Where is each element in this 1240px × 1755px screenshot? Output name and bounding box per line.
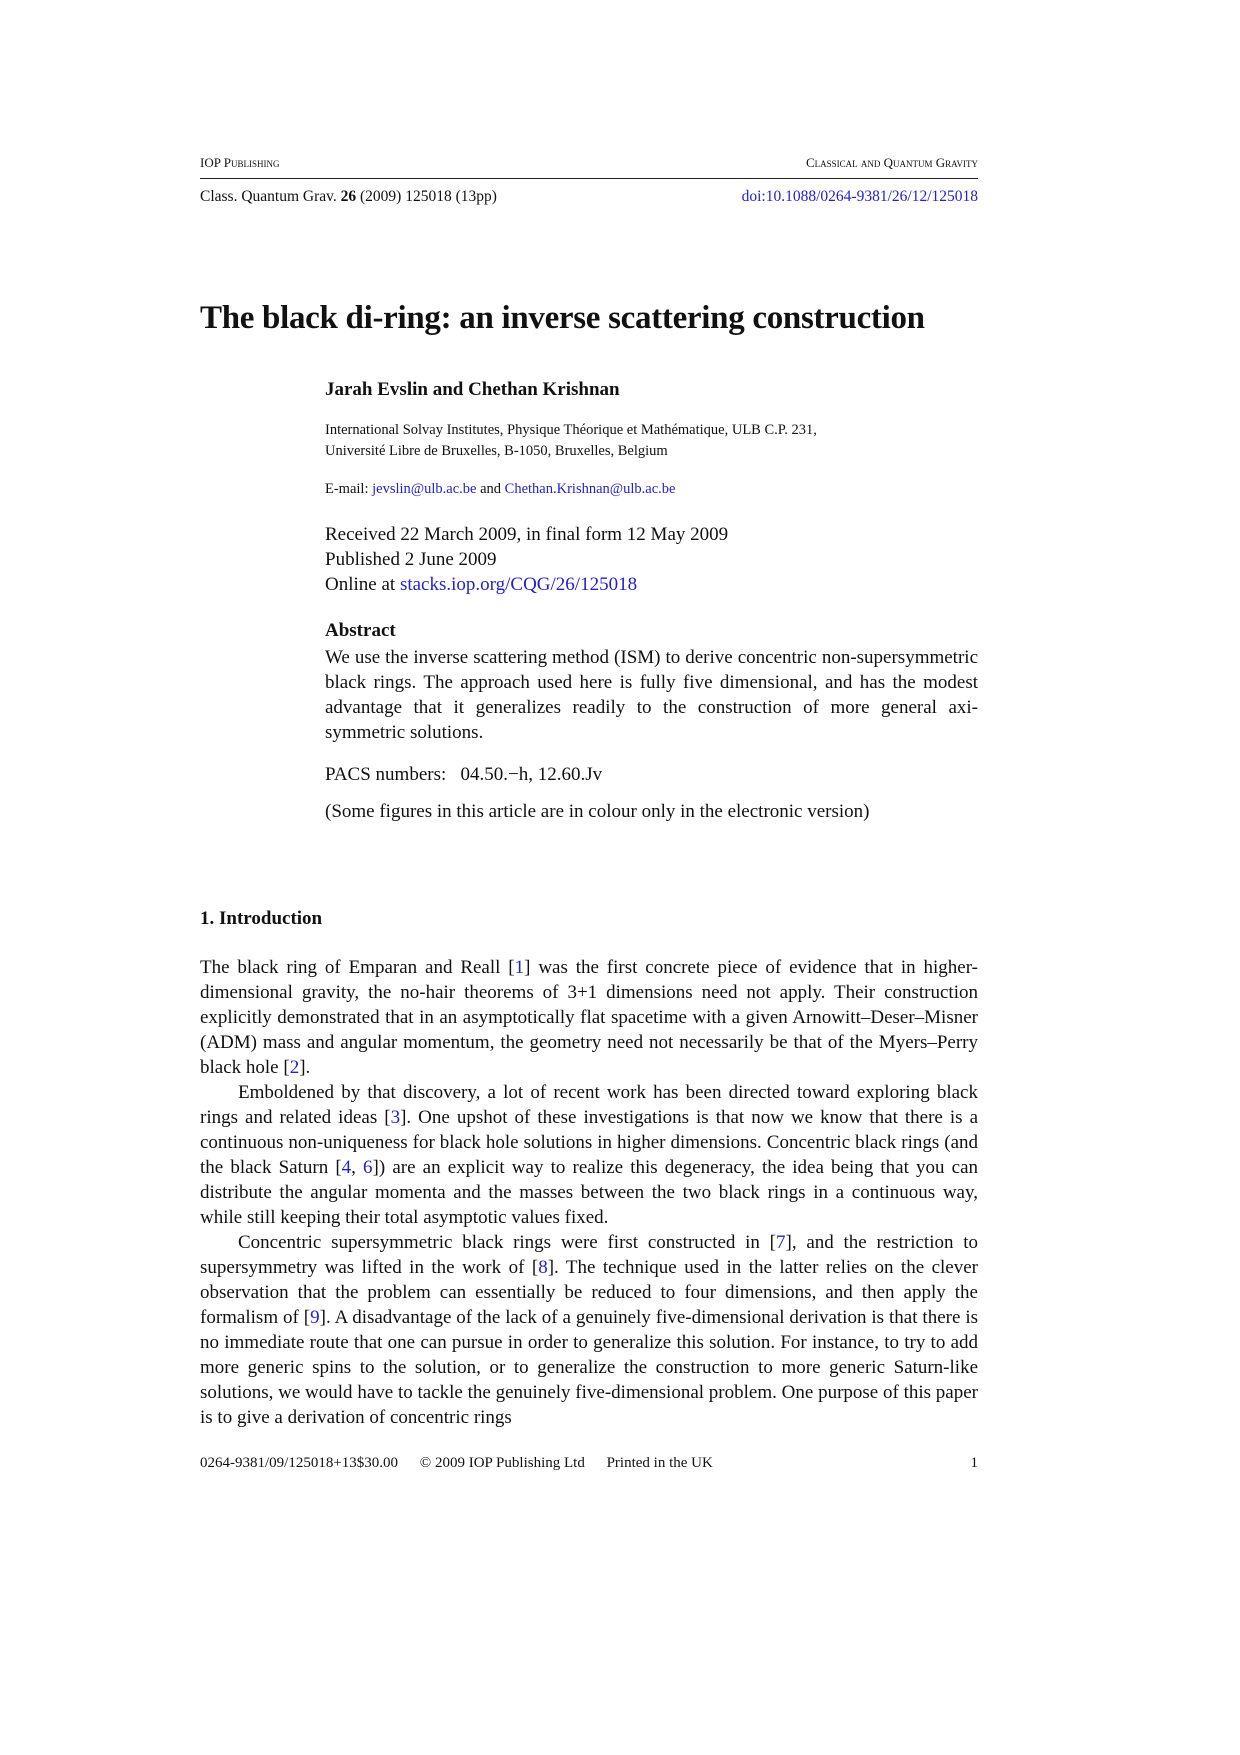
paragraph-1: The black ring of Emparan and Reall [1] was the first concrete piece of evidence that in higher-dimensional gravity, the no-hair theorems of 3+1 dimensions need not apply. Their construction explicitly demonstrated that in an asymptotically flat spacetime with a given Arnowitt–Deser–Misner (ADM) mass and angular momentum, the geometry need not necessarily be that of the Myers–Perry black hole [2]. — [200, 957, 978, 1078]
ref-link[interactable]: 8 — [538, 1257, 548, 1278]
section-heading: 1. Introduction — [200, 908, 323, 929]
ref-link[interactable]: 2 — [289, 1057, 300, 1078]
affiliation: International Solvay Institutes, Physique Théorique et Mathématique, ULB C.P. 231, Université Libre de Bruxelles, B-1050, Bruxelles, Belgium — [325, 422, 817, 459]
abstract-heading: Abstract — [325, 620, 396, 641]
email-link-evslin[interactable]: jevslin@ulb.ac.be — [372, 481, 477, 497]
section-body — [200, 955, 978, 1430]
online-line: Online at stacks.iop.org/CQG/26/125018 — [325, 574, 638, 595]
ref-link[interactable]: 6 — [363, 1157, 373, 1178]
abstract-text: We use the inverse scattering method (ISM) to derive concentric non-supersymmetric black rings. The approach used here is fully five dimensional, and has the modest advantage that it generalizes readily to the construction of more general axi-symmetric solutions. — [325, 647, 978, 743]
citation: Class. Quantum Grav. 26 (2009) 125018 (13pp) — [200, 188, 497, 205]
authors: Jarah Evslin and Chethan Krishnan — [325, 379, 620, 400]
email-link-krishnan[interactable]: Chethan.Krishnan@ulb.ac.be — [504, 481, 676, 497]
ref-link[interactable]: 9 — [310, 1307, 320, 1328]
ref-link[interactable]: 4 — [341, 1157, 352, 1178]
ref-link[interactable]: 7 — [776, 1232, 786, 1253]
pacs-numbers: PACS numbers: 04.50.−h, 12.60.Jv — [325, 764, 603, 785]
publication-dates — [325, 522, 728, 597]
ref-link[interactable]: 3 — [390, 1107, 401, 1128]
doi-link[interactable]: doi:10.1088/0264-9381/26/12/125018 — [741, 188, 978, 205]
online-link[interactable]: stacks.iop.org/CQG/26/125018 — [399, 574, 638, 595]
received-date: Received 22 March 2009, in final form 12 May 2009 — [325, 524, 729, 545]
ref-link[interactable]: 1 — [514, 957, 525, 978]
journal-name: Classical and Quantum Gravity — [805, 155, 978, 170]
header-rule — [200, 178, 978, 179]
paper-title: The black di-ring: an inverse scattering construction — [200, 300, 925, 336]
publisher-name: IOP Publishing — [200, 155, 280, 170]
colour-note: (Some figures in this article are in colour only in the electronic version) — [325, 801, 870, 822]
paragraph-2: Emboldened by that discovery, a lot of recent work has been directed toward exploring black rings and related ideas [3]. One upshot of these investigations is that now we know that there is a continuous non-uniqueness for black hole solutions in higher dimensions. Concentric black rings (and the black Saturn [4, 6]) are an explicit way to realize this degeneracy, the idea being that you can distribute the angular momenta and the masses between the two black rings in a continuous way, while still keeping their total asymptotic values fixed. — [200, 1082, 979, 1228]
footer-printed: Printed in the UK — [606, 1455, 713, 1471]
paragraph-3: Concentric supersymmetric black rings were first constructed in [7], and the restriction to supersymmetry was lifted in the work of [8]. The technique used in the latter relies on the clever observation that the problem can essentially be reduced to four dimensions, and then apply the formalism of [9]. A disadvantage of the lack of a genuinely five-dimensional derivation is that there is no immediate route that one can pursue in order to generalize this solution. For instance, to try to add more generic spins to the solution, or to generalize the construction to more generic Saturn-like solutions, we would have to tackle the genuinely five-dimensional problem. One purpose of this paper is to give a derivation of concentric rings — [200, 1232, 978, 1428]
footer-code: 0264-9381/09/125018+13$30.00 — [200, 1455, 399, 1471]
footer-copyright: © 2009 IOP Publishing Ltd — [419, 1455, 585, 1471]
published-date: Published 2 June 2009 — [325, 549, 497, 570]
page-number: 1 — [970, 1455, 978, 1471]
email-line: E-mail: jevslin@ulb.ac.be and Chethan.Krishnan@ulb.ac.be — [325, 481, 676, 497]
page-footer — [200, 1455, 978, 1472]
